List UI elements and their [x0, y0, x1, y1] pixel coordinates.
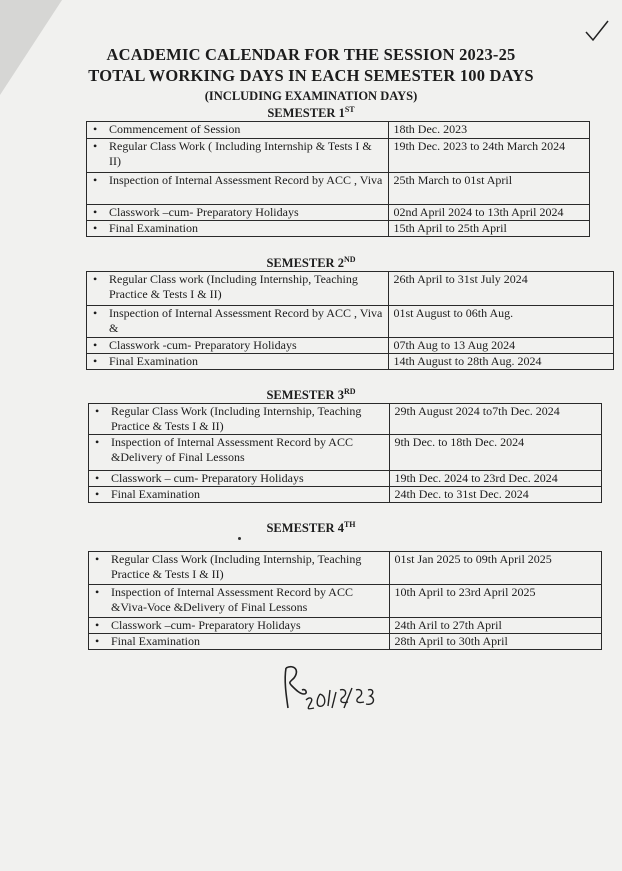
- table-row: [87, 354, 614, 370]
- handwritten-signature: [280, 660, 390, 716]
- dates-cell: 01st August to 06th Aug.: [389, 306, 614, 338]
- scan-speck: [238, 537, 241, 540]
- semester-2-table: [86, 271, 614, 370]
- dates-cell: 28th April to 30th April: [390, 634, 602, 650]
- table-row: [87, 338, 614, 354]
- semester-1-heading: SEMESTER 1ST: [267, 105, 355, 121]
- dates-cell: 14th August to 28th Aug. 2024: [389, 354, 614, 370]
- dates-cell: 24th Aril to 27th April: [390, 618, 602, 634]
- dates-cell: 24th Dec. to 31st Dec. 2024: [390, 487, 602, 503]
- activity-cell: • Final Examination: [87, 354, 389, 370]
- table-row: [87, 272, 614, 306]
- dates-cell: 19th Dec. 2023 to 24th March 2024: [389, 139, 590, 173]
- dates-cell: 15th April to 25th April: [389, 221, 590, 237]
- calendar-title: ACADEMIC CALENDAR FOR THE SESSION 2023-25: [106, 45, 516, 64]
- activity-cell: • Classwork –cum- Preparatory Holidays: [89, 618, 390, 634]
- activity-cell: • Commencement of Session: [87, 122, 389, 139]
- table-row: [89, 471, 602, 487]
- activity-cell: • Regular Class Work (Including Internship, Teaching Practice & Tests I & II): [89, 552, 390, 585]
- semester-2-heading: SEMESTER 2ND: [266, 255, 356, 271]
- semester-1-table: [86, 121, 590, 237]
- activity-cell: • Classwork – cum- Preparatory Holidays: [89, 471, 390, 487]
- activity-cell: • Inspection of Internal Assessment Record by ACC , Viva: [87, 173, 389, 205]
- dates-cell: 07th Aug to 13 Aug 2024: [389, 338, 614, 354]
- subtitle: (INCLUDING EXAMINATION DAYS): [204, 89, 418, 103]
- dates-cell: 10th April to 23rd April 2025: [390, 585, 602, 618]
- activity-cell: • Classwork –cum- Preparatory Holidays: [87, 205, 389, 221]
- dates-cell: 29th August 2024 to7th Dec. 2024: [390, 404, 602, 435]
- table-row: [87, 205, 590, 221]
- table-row: [89, 634, 602, 650]
- table-row: [89, 585, 602, 618]
- activity-cell: • Final Examination: [89, 487, 390, 503]
- table-row: [87, 221, 590, 237]
- activity-cell: • Inspection of Internal Assessment Record by ACC , Viva &: [87, 306, 389, 338]
- semester-3-heading: SEMESTER 3RD: [266, 387, 356, 403]
- dates-cell: 25th March to 01st April: [389, 173, 590, 205]
- table-row: [87, 122, 590, 139]
- semester-4-table: [88, 551, 602, 650]
- working-days-title: TOTAL WORKING DAYS IN EACH SEMESTER 100 DAYS: [88, 66, 534, 85]
- activity-cell: • Inspection of Internal Assessment Record by ACC &Delivery of Final Lessons: [89, 435, 390, 471]
- table-row: [87, 139, 590, 173]
- activity-cell: • Regular Class Work ( Including Internship & Tests I & II): [87, 139, 389, 173]
- dates-cell: 26th April to 31st July 2024: [389, 272, 614, 306]
- dates-cell: 02nd April 2024 to 13th April 2024: [389, 205, 590, 221]
- table-row: [89, 404, 602, 435]
- dates-cell: 9th Dec. to 18th Dec. 2024: [390, 435, 602, 471]
- activity-cell: • Regular Class Work (Including Internship, Teaching Practice & Tests I & II): [89, 404, 390, 435]
- semester-3-table: [88, 403, 602, 503]
- table-row: [89, 487, 602, 503]
- activity-cell: • Regular Class work (Including Internship, Teaching Practice & Tests I & II): [87, 272, 389, 306]
- table-row: [89, 552, 602, 585]
- activity-cell: • Final Examination: [87, 221, 389, 237]
- table-row: [87, 173, 590, 205]
- table-row: [87, 306, 614, 338]
- activity-cell: • Classwork -cum- Preparatory Holidays: [87, 338, 389, 354]
- activity-cell: • Final Examination: [89, 634, 390, 650]
- dates-cell: 18th Dec. 2023: [389, 122, 590, 139]
- checkmark-icon: [584, 18, 610, 44]
- semester-4-heading: SEMESTER 4TH: [266, 520, 356, 536]
- activity-cell: • Inspection of Internal Assessment Record by ACC &Viva-Voce &Delivery of Final Lessons: [89, 585, 390, 618]
- dates-cell: 19th Dec. 2024 to 23rd Dec. 2024: [390, 471, 602, 487]
- table-row: [89, 618, 602, 634]
- dates-cell: 01st Jan 2025 to 09th April 2025: [390, 552, 602, 585]
- table-row: [89, 435, 602, 471]
